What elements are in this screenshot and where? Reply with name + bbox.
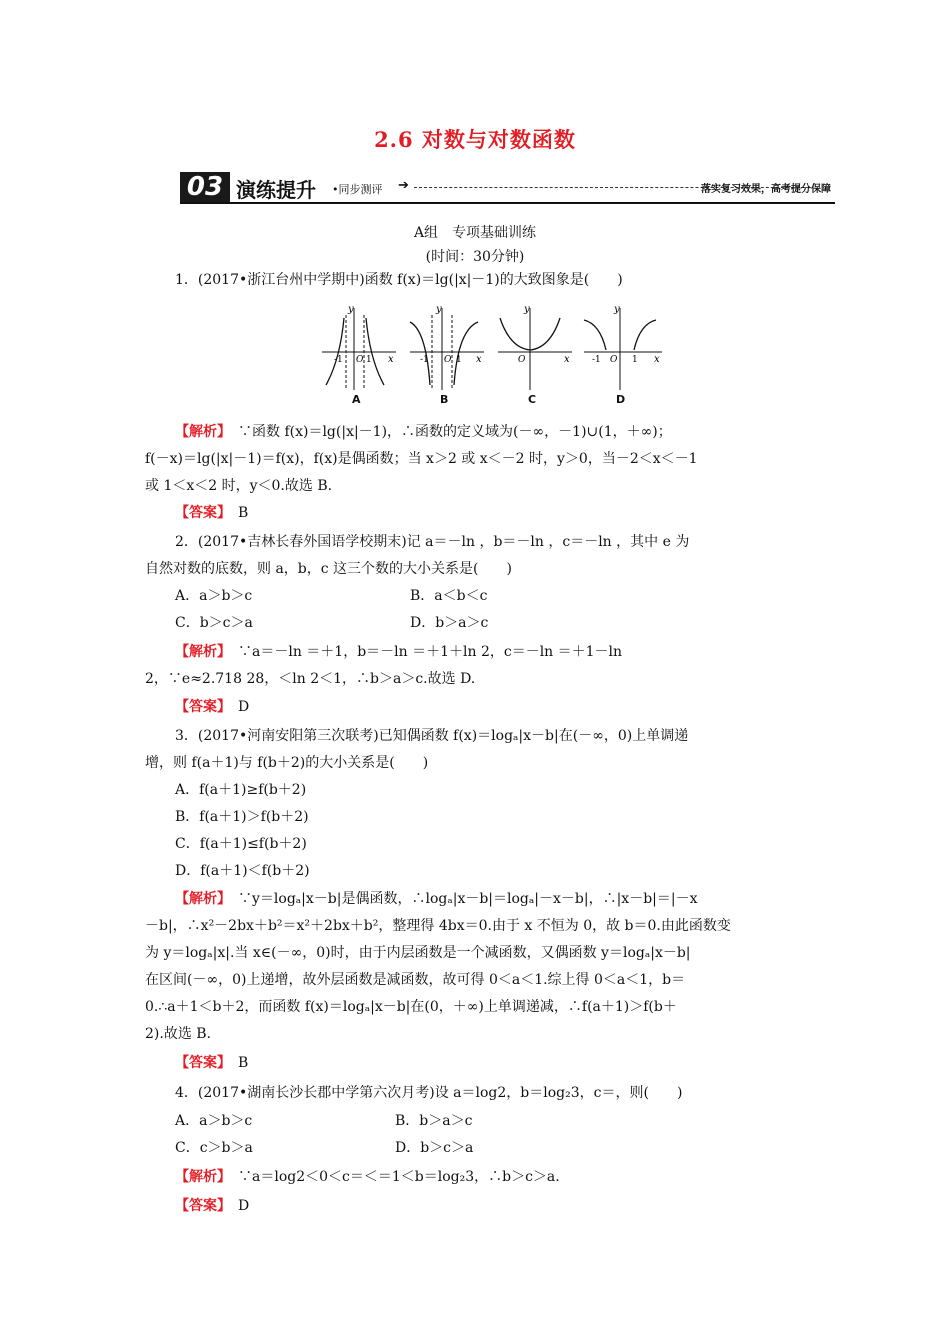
graph-a-o: O: [356, 355, 364, 365]
q1-analysis-2: f(－x)＝lg(|x|－1)＝f(x)，f(x)是偶函数；当 x＞2 或 x＜－2 时，y＞0，当－2＜x＜－1: [145, 451, 698, 467]
answer-tag: 【答案】: [175, 1055, 224, 1071]
graph-d-y: y: [614, 304, 620, 315]
q2-answer: 【答案】 D: [175, 699, 250, 715]
graph-b-neg1: -1: [420, 355, 429, 365]
q1-answer: 【答案】 B: [175, 505, 249, 521]
analysis-tag: 【解析】: [175, 424, 224, 440]
answer-tag: 【答案】: [175, 1198, 224, 1214]
q3-stem-2: 增，则 f(a＋1)与 f(b＋2)的大小关系是( ): [145, 755, 429, 771]
q3-option-c: C．f(a＋1)≤f(b＋2): [175, 836, 307, 852]
graph-a: [318, 300, 398, 395]
answer-tag: 【答案】: [175, 699, 224, 715]
graph-c-x: x: [564, 354, 570, 365]
graph-b-x: x: [476, 354, 482, 365]
q4-option-d: D．b＞c＞a: [395, 1140, 474, 1156]
graph-a-neg1: -1: [334, 355, 343, 365]
section-slogan: 落实复习效果，高考提分保障: [701, 184, 831, 195]
q2-option-d: D．b＞a＞c: [410, 615, 489, 631]
graph-d: [580, 300, 666, 395]
q2-stem-2: 自然对数的底数，则 a，b，c 这三个数的大小关系是( ): [145, 561, 512, 577]
group-heading: A组 专项基础训练: [413, 225, 537, 241]
q3-analysis: 【解析】 ∵y＝logₐ|x－b|是偶函数，∴logₐ|x－b|＝logₐ|－x－b|，∴|x－b|＝|－x: [175, 891, 698, 907]
graph-c-o: O: [518, 355, 526, 365]
q2-option-b: B．a＜b＜c: [410, 588, 488, 604]
arrow-icon: ➔: [398, 178, 409, 193]
answer-tag: 【答案】: [175, 505, 224, 521]
q2-option-a: A．a＞b＞c: [175, 588, 253, 604]
graph-label-d: D: [616, 393, 626, 406]
graph-a-one: 1: [366, 355, 372, 365]
graph-a-x: x: [388, 354, 394, 365]
analysis-tag: 【解析】: [175, 1169, 224, 1185]
q2-stem: 2．(2017•吉林长春外国语学校期末)记 a＝－ln ，b＝－ln ，c＝－ln ，其中 e 为: [175, 534, 690, 550]
q3-option-d: D．f(a＋1)＜f(b＋2): [175, 863, 310, 879]
analysis-tag: 【解析】: [175, 891, 224, 907]
banner-rule: [180, 202, 835, 204]
graph-d-one: 1: [632, 355, 638, 365]
q3-analysis-5: 0.∴a＋1＜b＋2，而函数 f(x)＝logₐ|x－b|在(0，＋∞)上单调递减，∴f(a＋1)＞f(b＋: [145, 999, 677, 1015]
graph-label-b: B: [440, 393, 449, 406]
analysis-tag: 【解析】: [175, 644, 224, 660]
q4-option-b: B．b＞a＞c: [395, 1113, 473, 1129]
q4-option-c: C．c＞b＞a: [175, 1140, 253, 1156]
q1-analysis: 【解析】 ∵函数 f(x)＝lg(|x|－1)，∴函数的定义域为(－∞，－1)∪(1，＋∞)；: [175, 424, 672, 440]
q4-option-a: A．a＞b＞c: [175, 1113, 253, 1129]
graph-label-a: A: [352, 393, 361, 406]
q4-stem: 4．(2017•湖南长沙长郡中学第六次月考)设 a＝log2，b＝log₂3，c＝，则( ): [175, 1085, 683, 1101]
graph-b-o: O: [444, 355, 452, 365]
section-number: 03: [180, 172, 230, 202]
time-limit: (时间：30分钟): [425, 249, 525, 265]
q2-option-c: C．b＞c＞a: [175, 615, 253, 631]
q3-answer: 【答案】 B: [175, 1055, 249, 1071]
graph-c-y: y: [524, 304, 530, 315]
graph-d-neg1: -1: [592, 355, 601, 365]
q2-analysis: 【解析】 ∵a＝－ln ＝＋1，b＝－ln ＝＋1＋ln 2，c＝－ln ＝＋1－ln: [175, 644, 623, 660]
q1-stem: 1．(2017•浙江台州中学期中)函数 f(x)＝lg(|x|－1)的大致图象是( ): [175, 272, 623, 288]
section-banner: [180, 172, 835, 204]
section-sub: •同步测评: [332, 183, 383, 196]
q3-analysis-3: 为 y＝logₐ|x|.当 x∈(－∞，0)时，由于内层函数是一个减函数，又偶函数 y＝logₐ|x－b|: [145, 945, 691, 961]
q3-option-b: B．f(a＋1)＞f(b＋2): [175, 809, 309, 825]
q3-analysis-6: 2).故选 B.: [145, 1026, 212, 1042]
graph-c: [494, 300, 574, 395]
q3-analysis-4: 在区间(－∞，0)上递增，故外层函数是减函数，故可得 0＜a＜1.综上得 0＜a＜1，b＝: [145, 972, 686, 988]
section-label: 演练提升: [236, 178, 316, 202]
q2-analysis-2: 2，∵e≈2.718 28，＜ln 2＜1，∴b＞a＞c.故选 D.: [145, 671, 476, 687]
graph-b-one: 1: [456, 355, 462, 365]
graph-d-o: O: [610, 355, 618, 365]
graph-d-x: x: [654, 354, 660, 365]
q3-stem: 3．(2017•河南安阳第三次联考)已知偶函数 f(x)＝logₐ|x－b|在(－∞，0)上单调递: [175, 728, 689, 744]
graph-label-c: C: [528, 393, 537, 406]
q4-analysis: 【解析】 ∵a＝log2＜0＜c＝＜＝1＜b＝log₂3，∴b＞c＞a.: [175, 1169, 560, 1185]
q3-option-a: A．f(a＋1)≥f(b＋2): [175, 782, 307, 798]
graph-a-y: y: [348, 304, 354, 315]
graph-b-y: y: [436, 304, 442, 315]
q1-analysis-3: 或 1＜x＜2 时，y＜0.故选 B.: [145, 478, 333, 494]
page-title: 2.6 对数与对数函数: [374, 127, 576, 152]
q1-graphs: [318, 300, 668, 412]
graph-b: [406, 300, 486, 395]
q3-analysis-2: －b|，∴x²－2bx＋b²＝x²＋2bx＋b²，整理得 4bx＝0.由于 x 不恒为 0，故 b＝0.由此函数变: [145, 918, 731, 934]
q4-answer: 【答案】 D: [175, 1198, 250, 1214]
